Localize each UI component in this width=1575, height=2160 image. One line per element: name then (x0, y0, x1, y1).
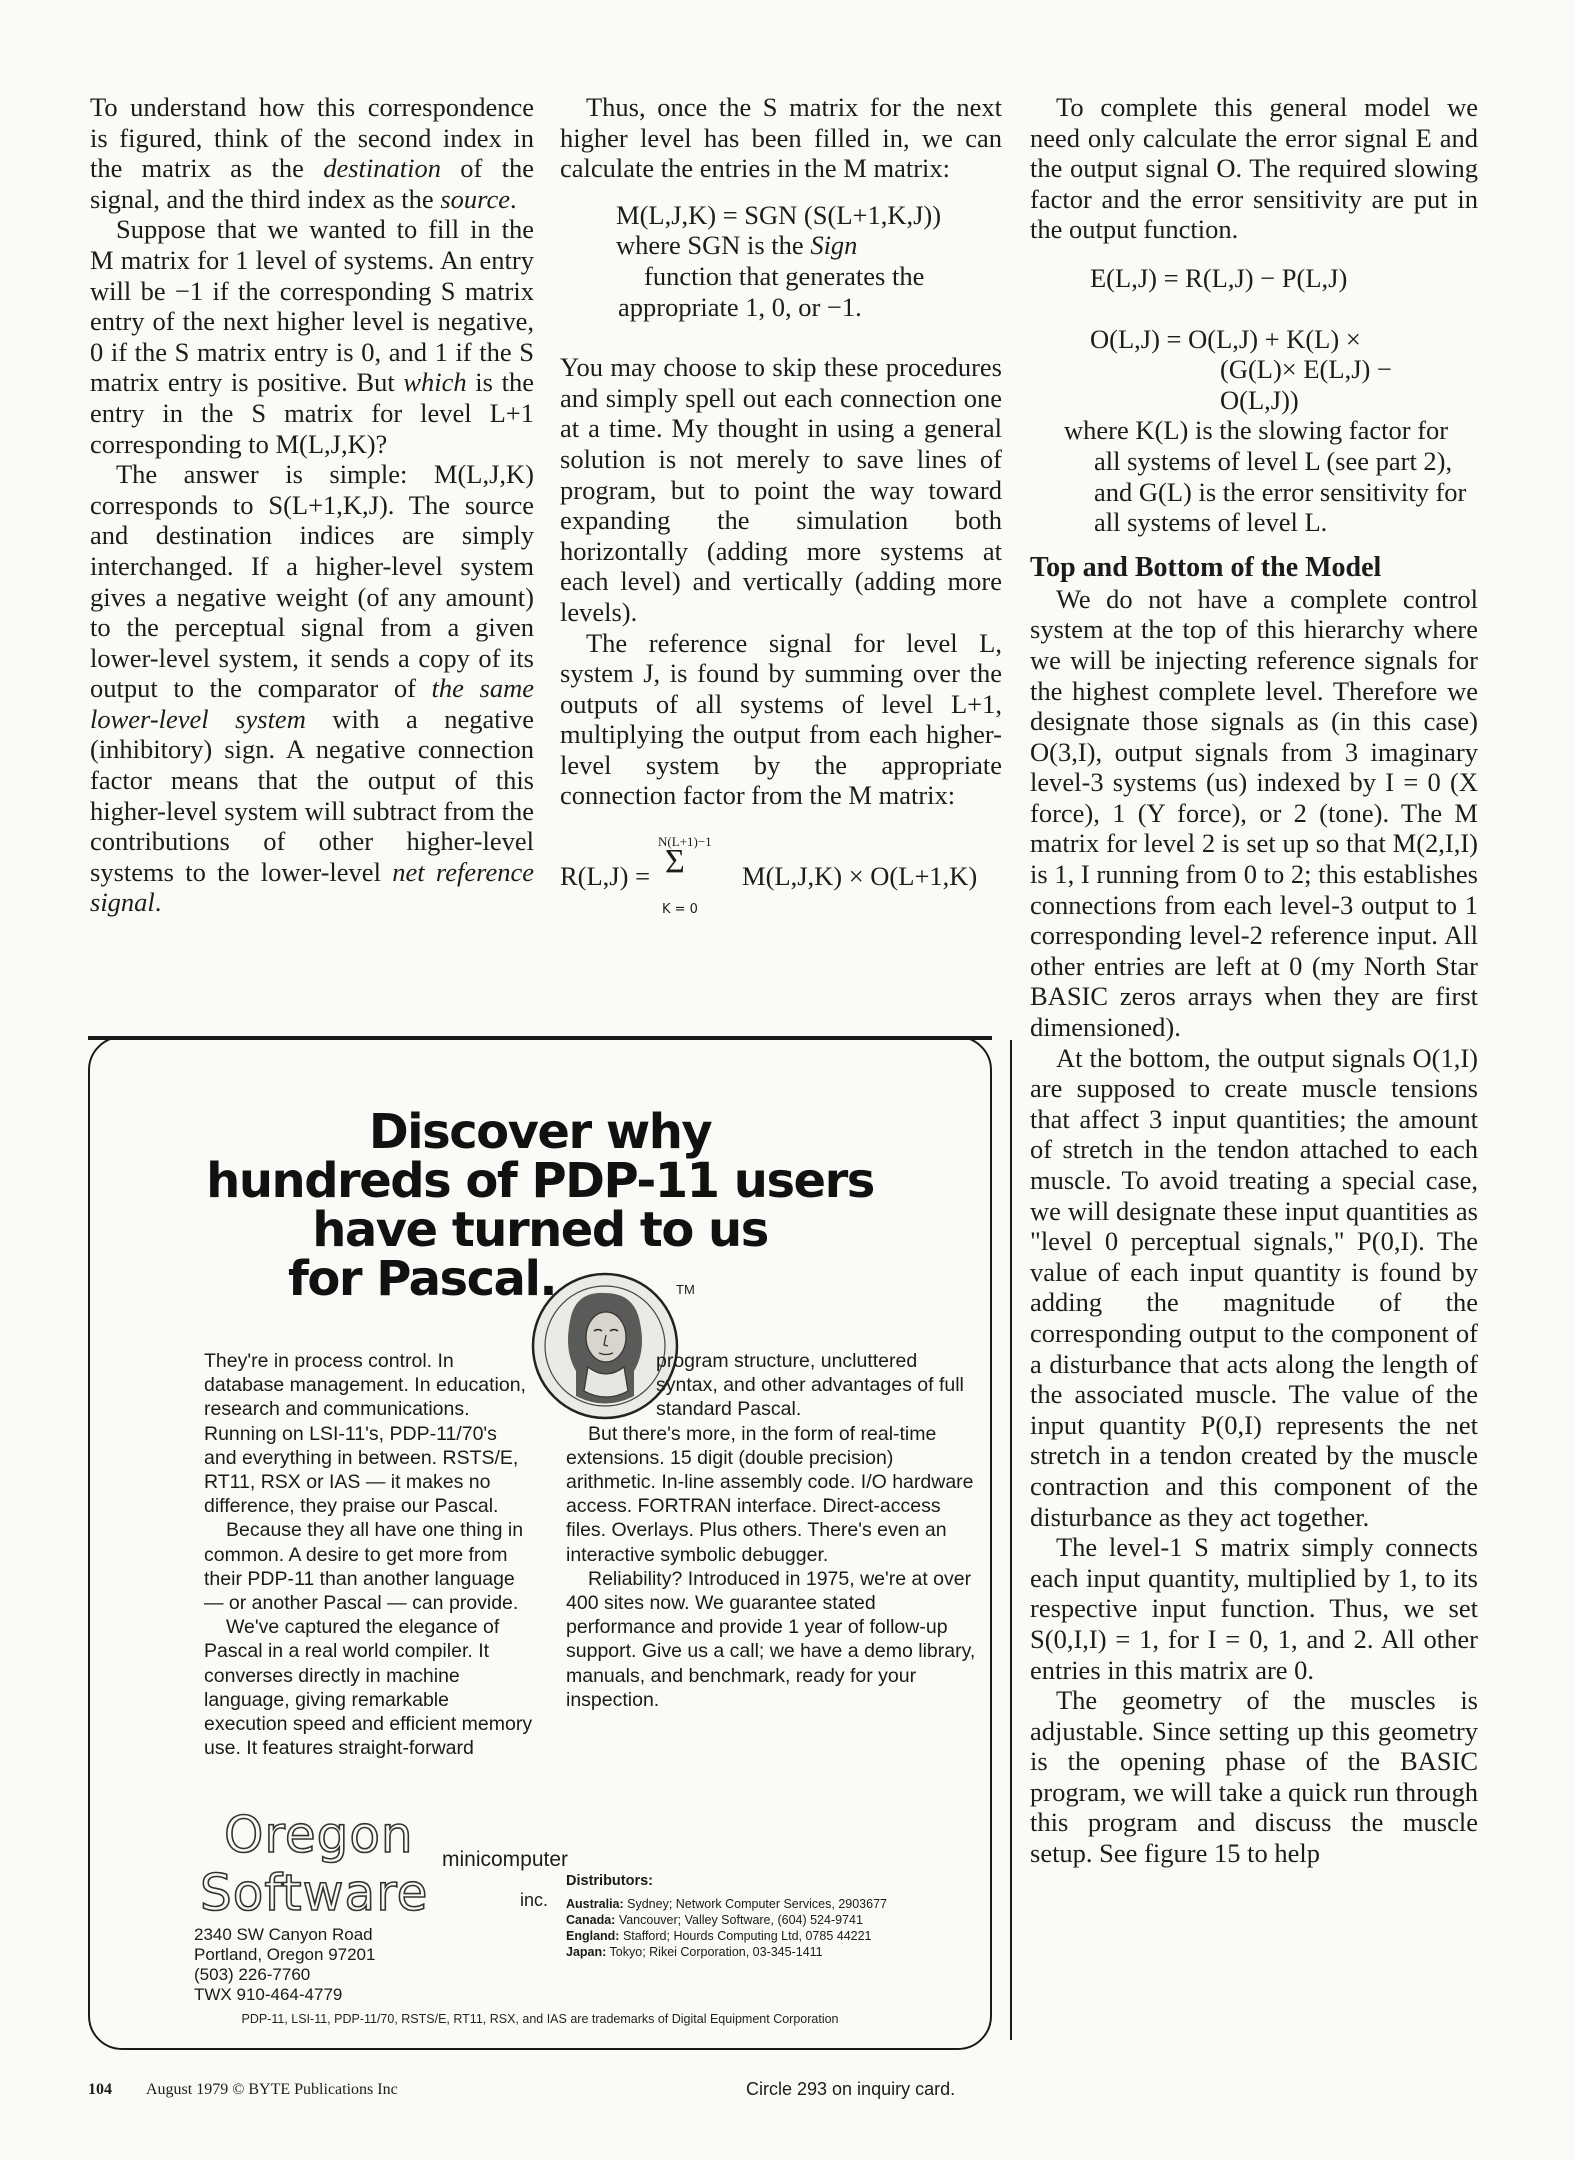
column-2 (560, 92, 1002, 918)
logo-minicomputer: minicomputer (442, 1848, 569, 1871)
paragraph: You may choose to skip these procedures and simply spell out each connection one at a time. My thought in using a general solution is not merely to save lines of program, but to point the way toward expanding the simulation both horizontally (adding more systems at each level) and vertically (adding more levels). (560, 352, 1002, 627)
ad-paragraph: They're in process control. In database management. In education, research and communications. Running on LSI-11's, PDP-11/70's and everything in between. RSTS/E, RT11, RSX or IAS — it makes no difference, they praise our Pascal. (204, 1350, 526, 1518)
distributors-title: Distributors: (566, 1873, 653, 1889)
company-logo (198, 1806, 569, 1936)
address-line: TWX 910-464-4779 (194, 1985, 343, 2004)
footer-inquiry: Circle 293 on inquiry card. (746, 2079, 956, 2099)
trademark-mark: TM (676, 1282, 695, 1297)
formula-note: where K(L) is the slowing factor for all systems of level L (see part 2), and G(L) is the error sensitivity for all systems of level L. (1064, 415, 1467, 538)
sigma-symbol: Σ (665, 843, 685, 881)
address-line: Portland, Oregon 97201 (194, 1945, 376, 1964)
formula-error: E(L,J) = R(L,J) − P(L,J) (1090, 262, 1348, 293)
sum-upper-limit: N(L+1)−1 (658, 834, 712, 850)
formula-m-matrix: M(L,J,K) = SGN (S(L+1,K,J)) (616, 199, 942, 230)
distributor-entry: Canada: Vancouver; Valley Software, (604) 524-9741 (566, 1913, 863, 1927)
address-line: 2340 SW Canyon Road (194, 1925, 373, 1944)
column-1 (90, 92, 534, 918)
ad-paragraph: We've captured the elegance of Pascal in a real world compiler. It converses directly in machine language, giving remarkable execution speed and efficient memory use. It features straight-forward (204, 1616, 533, 1760)
section-heading: Top and Bottom of the Model (1030, 551, 1382, 583)
summation-formula (560, 825, 1002, 918)
formula-note: where SGN is the Sign (616, 230, 858, 261)
ad-top-rule (88, 1036, 992, 1040)
paragraph: We do not have a complete control system at the top of this hierarchy where we will be injecting reference signals for the highest complete level. Therefore we designate those signals as (in this case) O(3,I), output signals from 3 imaginary level-3 systems (us) indexed by I = 0 (X force), 1 (Y force), or 2 (tone). The M matrix for level 2 is set up so that M(2,I,I) is 1, I running from 0 to 2; this establishes connections from each level-3 output to 1 corresponding level-2 reference input. All other entries are left at 0 (my North Star BASIC zeros arrays when they are first dimensioned). (1030, 583, 1478, 1043)
ad-paragraph: program structure, uncluttered syntax, and other advantages of full standard Pascal. (656, 1350, 964, 1421)
distributor-entry: Australia: Sydney; Network Computer Services, 2903677 (566, 1897, 887, 1911)
paragraph: To understand how this correspondence is figured, think of the second index in the matrix as the destination of the signal, and the third index as the source. (90, 92, 535, 214)
company-address (194, 1925, 514, 2005)
paragraph: To complete this general model we need only calculate the error signal E and the output signal O. The required slowing factor and the error sensitivity are put in the output function. (1030, 92, 1478, 245)
logo-word-oregon: Oregon (224, 1806, 414, 1864)
logo-inc: inc. (520, 1890, 549, 1910)
headline-line: hundreds of PDP-11 users (206, 1153, 874, 1209)
paragraph: Thus, once the S matrix for the next higher level has been filled in, we can calculate the entries in the M matrix: (560, 92, 1002, 184)
column-3 (1030, 92, 1478, 1869)
formula-note-cont: function that generates the appropriate 1, 0, or −1. (618, 260, 925, 322)
sum-left: R(L,J) = (560, 861, 651, 892)
formula-output-3: O(L,J)) (1220, 384, 1299, 415)
formula-output-2: (G(L)× E(L,J) − (1220, 354, 1392, 385)
paragraph: Suppose that we wanted to fill in the M matrix for 1 level of systems. An entry will be −1 if the corresponding S matrix entry of the next higher level is negative, 0 if the S matrix entry is 0, and 1 if the S matrix entry is positive. But which is the entry in the S matrix for level L+1 corresponding to M(L,J,K)? (90, 214, 534, 459)
sum-lower-limit: K = 0 (662, 902, 698, 918)
sum-right: M(L,J,K) × O(L+1,K) (742, 861, 978, 892)
ad-paragraph: But there's more, in the form of real-time extensions. 15 digit (double precision) arithmetic. In-line assembly code. I/O hardware access. FORTRAN interface. Direct-access files. Overlays. Plus others. There's even an interactive symbolic debugger. (566, 1422, 974, 1566)
advertisement-box (88, 1036, 992, 2050)
paragraph: The geometry of the muscles is adjustable. Since setting up this geometry is the opening phase of the BASIC program, we will take a quick run through this program and discuss the muscle setup. See figure 15 to help (1030, 1685, 1478, 1869)
paragraph: The answer is simple: M(L,J,K) corresponds to S(L+1,K,J). The source and destination indices are simply interchanged. If a higher-level system gives a negative weight (of any amount) to the perceptual signal from a given lower-level system, it sends a copy of its output to the comparator of the same lower-level system with a negative (inhibitory) sign. A negative connection factor means that the output of this higher-level system will subtract from the contributions of other higher-level systems to the lower-level net reference signal. (90, 459, 535, 918)
paragraph: The level-1 S matrix simply connects each input quantity, multiplied by 1, to its respective input function. Thus, we set S(0,I,I) = 1, for I = 0, 1, and 2. All other entries in this matrix are 0. (1030, 1532, 1478, 1685)
paragraph: At the bottom, the output signals O(1,I) are supposed to create muscle tensions that affect 3 input quantities; the amount of stretch in the tendon attached to each muscle. To avoid treating a special case, we will designate these input quantities as "level 0 perceptual signals," P(0,I). The value of each input quantity is found by adding the magnitude of the corresponding output to the component of a disturbance that acts along the length of the associated muscle. The value of the input quantity P(0,I) represents the net stretch in a tendon created by the muscle contraction and this component of the disturbance as they act together. (1030, 1042, 1478, 1532)
headline-line: have turned to us (312, 1202, 768, 1258)
ad-left-column (204, 1349, 534, 1760)
footer-date: August 1979 © BYTE Publications Inc (146, 2081, 398, 2098)
page-number: 104 (88, 2081, 112, 2098)
ad-paragraph: Because they all have one thing in common. A desire to get more from their PDP-11 than another language — or another Pascal — can provide. (204, 1519, 524, 1615)
ad-paragraph: Reliability? Introduced in 1975, we're at over 400 sites now. We guarantee stated performance and provide 1 year of follow-up support. Give us a call; we have a demo library, manuals, and benchmark, ready for your inspection. (566, 1567, 976, 1711)
distributors (566, 1874, 906, 1959)
paragraph: The reference signal for level L, system J, is found by summing over the outputs of all systems of level L+1, multiplying the output from each higher-level system by the appropriate connection factor from the M matrix: (560, 627, 1002, 811)
distributor-entry: England: Stafford; Hourds Computing Ltd, 0785 44221 (566, 1929, 872, 1943)
headline-line: Discover why (368, 1104, 712, 1160)
ad-right-column (566, 1349, 978, 1712)
headline-line: for Pascal. (288, 1251, 557, 1307)
column-rule (1010, 1040, 1012, 2040)
formula-output-1: O(L,J) = O(L,J) + K(L) × (1090, 323, 1361, 354)
distributor-entry: Japan: Tokyo; Rikei Corporation, 03-345-1411 (566, 1945, 823, 1959)
trademark-notice: PDP-11, LSI-11, PDP-11/70, RSTS/E, RT11, RSX, and IAS are trademarks of Digital Equipment Corporation (241, 2012, 839, 2026)
logo-word-software: Software (200, 1864, 429, 1922)
address-line: (503) 226-7760 (194, 1965, 311, 1984)
